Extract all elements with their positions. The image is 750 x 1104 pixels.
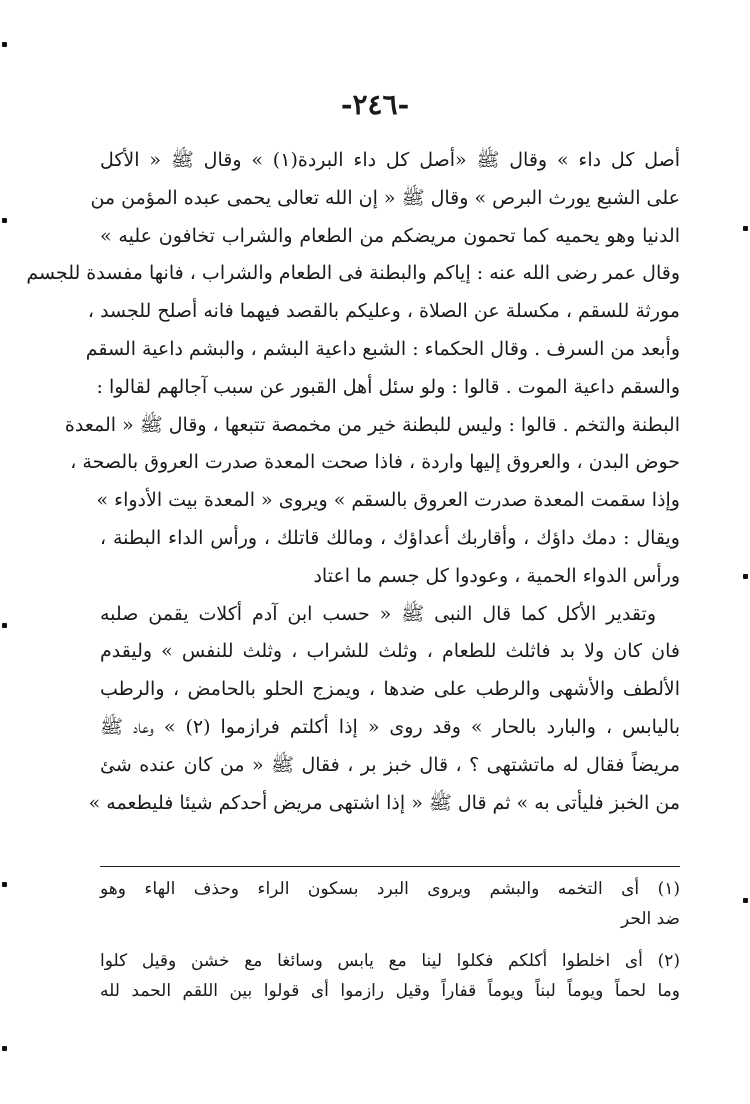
text-line: مورثة للسقم ، مكسلة عن الصلاة ، وعليكم بالقصد فيهما فانه أصلح للجسد ، (87, 300, 680, 323)
margin-mark (743, 574, 748, 579)
text-line: مريضاً فقال له ماتشتهى ؟ ، قال خبز بر ، فقال ﷺ « من كان عنده شئ (100, 753, 680, 776)
text-line: البطنة والتخم . قالوا : وليس للبطنة خير من مخمصة تتبعها ، وقال ﷺ « المعدة (64, 413, 680, 436)
text-line: باليابس ، والبارد بالحار » وقد روى « إذا أكلتم فرازموا (٢) » وعاد ﷺ (100, 715, 681, 738)
footnote-line: (١) أى التخمه والبشم ويروى البرد بسكون الراء وحذف الهاء وهو (100, 879, 680, 899)
footnote-divider (100, 866, 680, 867)
margin-mark (2, 882, 7, 887)
text-line: وإذا سقمت المعدة صدرت العروق بالسقم » ويروى « المعدة بيت الأدواء » (96, 489, 680, 512)
margin-mark (2, 623, 7, 628)
footnote-line: ضد الحر (620, 909, 680, 929)
footnote-line: (٢) أى اخلطوا أكلكم فكلوا لينا مع يابس وسائغا مع خشن وقيل كلوا (100, 951, 680, 971)
text-line: من الخبز فليأتى به » ثم قال ﷺ « إذا اشتهى مريض أحدكم شيئا فليطعمه » (88, 791, 680, 814)
text-line: وقال عمر رضى الله عنه : إياكم والبطنة فى الطعام والشراب ، فانها مفسدة للجسم (26, 262, 680, 285)
body-text (26, 142, 681, 822)
text-line: على الشبع يورث البرص » وقال ﷺ « إن الله تعالى يحمى عبده المؤمن من (90, 186, 680, 209)
text-line: حوض البدن ، والعروق إليها واردة ، فاذا صحت المعدة صدرت العروق بالصحة ، (70, 451, 680, 474)
text-line: الدنيا وهو يحميه كما تحمون مريضكم من الطعام والشراب تخافون عليه » (100, 224, 680, 247)
margin-mark (743, 898, 748, 903)
footnote-1 (100, 874, 680, 934)
margin-mark (2, 1046, 7, 1051)
footnote-2 (100, 946, 680, 1006)
margin-mark (743, 226, 748, 231)
text-line: والسقم داعية الموت . قالوا : ولو سئل أهل القبور عن سبب آجالهم لقالوا : (96, 375, 680, 398)
text-line: وأبعد من السرف . وقال الحكماء : الشبع داعية البشم ، والبشم داعية السقم (85, 337, 680, 360)
text-line: فان كان ولا بد فاثلث للطعام ، وثلث للشراب ، وثلث للنفس » وليقدم (100, 640, 680, 663)
page-number: -٢٤٦- (340, 88, 410, 121)
footnote-line: وما لحماً ويوماً لبناً ويوماً قفاراً وقيل رازموا أى قولوا بين اللقم الحمد لله (100, 981, 680, 1001)
margin-mark (2, 218, 7, 223)
text-line: الألطف والأشهى والرطب على ضدها ، ويمزج الحلو بالحامض ، والرطب (100, 678, 680, 701)
text-line: ورأس الدواء الحمية ، وعودوا كل جسم ما اعتاد (313, 564, 680, 587)
text-line: ويقال : دمك داؤك ، وأقاربك أعداؤك ، ومالك قاتلك ، ورأس الداء البطنة ، (100, 526, 680, 549)
footnotes (100, 874, 680, 1006)
text-line: وتقدير الأكل كما قال النبى ﷺ « حسب ابن آدم أكلات يقمن صلبه (100, 602, 656, 625)
margin-mark (2, 42, 7, 47)
text-line: أصل كل داء » وقال ﷺ «أصل كل داء البردة(١) » وقال ﷺ « الأكل (100, 149, 681, 171)
